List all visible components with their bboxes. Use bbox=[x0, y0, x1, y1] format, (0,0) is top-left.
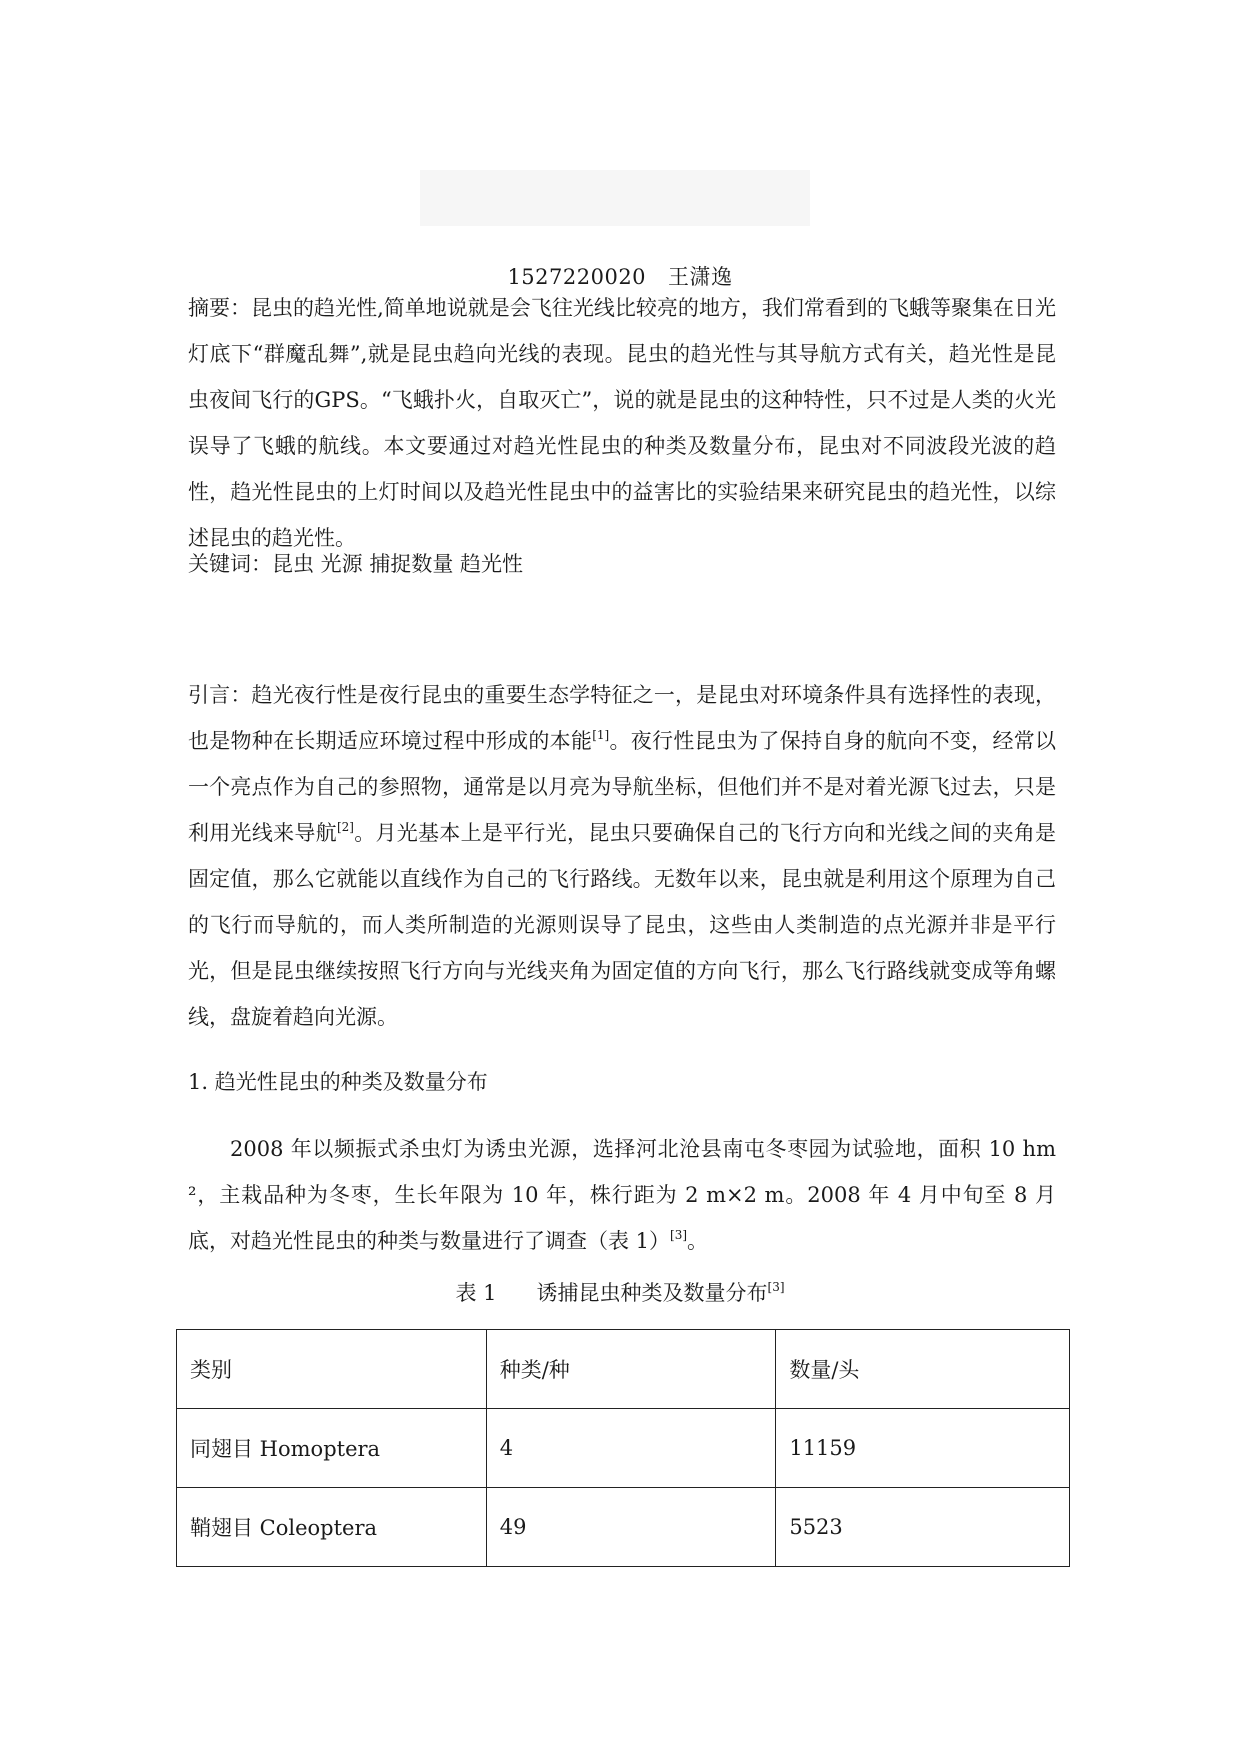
table-header-row bbox=[177, 1330, 1070, 1409]
citation-2: [2] bbox=[336, 820, 354, 834]
section-body-text: 2008 年以频振式杀虫灯为诱虫光源，选择河北沧县南屯冬枣园为试验地，面积 10 hm ²，主栽品种为冬枣，生长年限为 10 年，株行距为 2 m×2 m。2008 年 4 月中旬至 8 月底，对趋光性昆虫的种类与数量进行了调查（表 1） bbox=[188, 1137, 1056, 1253]
table-row bbox=[177, 1409, 1070, 1488]
cell-species: 4 bbox=[486, 1409, 776, 1488]
intro-text-2: 。夜行性昆虫为了保持自身的航向不变，经常以一个亮点作为自己的参照物，通常是以月亮为导航坐标，但他们并不是对着光源飞过去，只是利用光线来导航 bbox=[188, 729, 1057, 845]
table-caption bbox=[0, 1278, 1240, 1308]
cell-count: 11159 bbox=[776, 1409, 1070, 1488]
section-body-end: 。 bbox=[687, 1229, 709, 1253]
cell-species: 49 bbox=[486, 1488, 776, 1567]
header-category: 类别 bbox=[177, 1330, 487, 1409]
student-id: 1527220020 bbox=[507, 265, 647, 289]
table-title: 诱捕昆虫种类及数量分布 bbox=[536, 1281, 768, 1305]
header-count: 数量/头 bbox=[776, 1330, 1070, 1409]
title-placeholder bbox=[420, 170, 810, 226]
cell-category: 同翅目 Homoptera bbox=[177, 1409, 487, 1488]
citation-3: [3] bbox=[670, 1228, 688, 1242]
intro-text-1: 引言：趋光夜行性是夜行昆虫的重要生态学特征之一，是昆虫对环境条件具有选择性的表现，也是物种在长期适应环境过程中形成的本能 bbox=[188, 683, 1056, 753]
section-heading: 1. 趋光性昆虫的种类及数量分布 bbox=[188, 1070, 488, 1094]
cell-category: 鞘翅目 Coleoptera bbox=[177, 1488, 487, 1567]
header-species: 种类/种 bbox=[486, 1330, 776, 1409]
table-row bbox=[177, 1488, 1070, 1567]
intro-text-3: 。月光基本上是平行光，昆虫只要确保自己的飞行方向和光线之间的夹角是固定值，那么它就能以直线作为自己的飞行路线。无数年以来，昆虫就是利用这个原理为自己的飞行而导航的，而人类所制造的光源则误导了昆虫，这些由人类制造的点光源并非是平行光，但是昆虫继续按照飞行方向与光线夹角为固定值的方向飞行，那么飞行路线就变成等角螺线，盘旋着趋向光源。 bbox=[188, 821, 1057, 1029]
citation-1: [1] bbox=[592, 728, 610, 742]
cell-count: 5523 bbox=[776, 1488, 1070, 1567]
keywords-line: 关键词：昆虫 光源 捕捉数量 趋光性 bbox=[188, 552, 524, 576]
abstract-paragraph: 摘要：昆虫的趋光性,简单地说就是会飞往光线比较亮的地方，我们常看到的飞蛾等聚集在日光灯底下“群魔乱舞”,就是昆虫趋向光线的表现。昆虫的趋光性与其导航方式有关，趋光性是昆虫夜间飞行的GPS。“飞蛾扑火，自取灭亡”，说的就是昆虫的这种特性，只不过是人类的火光误导了飞蛾的航线。本文要通过对趋光性昆虫的种类及数量分布，昆虫对不同波段光波的趋性，趋光性昆虫的上灯时间以及趋光性昆虫中的益害比的实验结果来研究昆虫的趋光性，以综述昆虫的趋光性。 bbox=[188, 296, 1056, 550]
table-label: 表 1 bbox=[455, 1281, 497, 1305]
table-citation: [3] bbox=[767, 1280, 785, 1294]
author-name: 王潇逸 bbox=[668, 265, 733, 289]
section-body-paragraph bbox=[188, 1126, 1056, 1264]
insect-table bbox=[176, 1329, 1070, 1567]
introduction-paragraph bbox=[188, 672, 1056, 1040]
